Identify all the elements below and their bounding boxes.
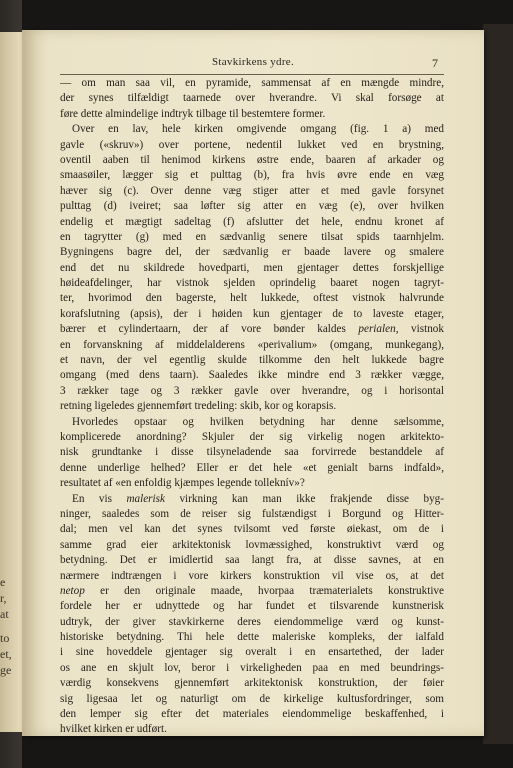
text-line: Bygningens bagre del, der sædvanlig er baade lavere og smalere	[60, 246, 444, 259]
text-line: nisk grundtanke i disse tilsyneladende saa forvirrede bestanddele af	[60, 446, 444, 459]
body-text	[60, 76, 444, 738]
text-line: resultatet af «en enfoldig kjæmpes legende tolleknív»?	[60, 477, 305, 490]
text-line: den lemper sig efter det materiales eiendommelige beskaffenhed, i	[60, 708, 444, 721]
text-line: hvilket kirken er udført.	[60, 723, 167, 736]
text-line: der synes tilfældigt taarnede over hverandre. Vi skal forsøge at	[60, 92, 444, 105]
text-line: pulttag (d) iveiret; saa løfter sig atter en væg (e), over hvilken	[60, 200, 444, 213]
facing-page-edge	[0, 32, 22, 732]
text-line: dal; men vel kan det synes tvilsomt ved første øiekast, om de i	[60, 523, 444, 536]
text-line: nærmere indtrængen i vore kirkers konstruktion vil vise os, at det	[60, 569, 444, 582]
page-header	[22, 56, 484, 72]
text-line: føre dette almindelige indtryk tilbage til bestemtere former.	[60, 107, 326, 120]
text-line: komplicerede anordning? Skjuler der sig virkelig nogen arkitekto-	[60, 430, 444, 443]
facing-page-fragment: at	[0, 607, 9, 621]
text-line: endelig et mægtigt sadeltag (f) afslutter det hele, endnu kronet af	[60, 215, 444, 228]
text-line: en forvanskning af middelalderens «perivalium» (omgang, munkegang),	[60, 338, 444, 351]
facing-page-fragment: r,	[0, 591, 7, 605]
text-line: i sine hoveddele gjentager sig overalt i en ensartethed, der lader	[60, 646, 444, 659]
text-line: samme grad eier arkitektonisk lovmæssighed, konstruktivt værd og	[60, 538, 444, 551]
text-line: værdig konsekvens gjennemført arkitektonisk konstruktion, der føier	[60, 677, 444, 690]
text-line: gavle («skruv») over portene, nedentil lukket ved en brystning,	[60, 138, 444, 151]
running-head: Stavkirkens ydre.	[211, 56, 295, 68]
text-line: betydning. Det er imidlertid saa langt fra, at disse savnes, at en	[60, 554, 444, 567]
page-number: 7	[432, 56, 438, 70]
text-line: omgang (med dens taarn). Saaledes ikke mindre end 3 rækker vægge,	[60, 369, 444, 382]
text-line: bærer et cylindertaarn, der af vore bønder kaldes perialen, vistnok	[60, 323, 444, 336]
book-page	[22, 30, 484, 736]
facing-page-fragment: ge	[0, 663, 12, 677]
facing-page-fragment: to	[0, 631, 10, 645]
header-rule	[60, 74, 444, 75]
text-line: netop er den originale maade, hvorpaa træmaterialets konstruktive	[60, 584, 444, 597]
text-line: et navn, der vel egentlig skulde tilkomme den helt lukkede bagre	[60, 354, 444, 367]
text-line: smaasøiler, lægger sig et pulttag (b), fra hvis øvre ende en væg	[60, 169, 444, 182]
text-line: end det nu skildrede hovedparti, men gjentager dettes forskjellige	[60, 261, 444, 274]
text-line: oventil aaben til henimod kirkens østre ende, baaren af arkader og	[60, 153, 444, 166]
text-line: ter, hvorimod den bagerste, helt lukkede, oftest vistnok halvrunde	[60, 292, 444, 305]
text-line: denne underlige helhed? Eller er det hele «et genialt barns indfald»,	[60, 461, 444, 474]
text-line: hæver sig (c). Over denne væg stiger atter et med gavle forsynet	[60, 184, 444, 197]
text-line: Over en lav, hele kirken omgivende omgang (fig. 1 a) med	[72, 123, 444, 136]
facing-page-fragment: e	[0, 575, 6, 589]
text-line: en tagrytter (g) med en sædvanlig senere tilsat spids taarnhjelm.	[60, 230, 444, 243]
text-line: høideafdelinger, har vistnok sjelden oprindelig baaret nogen tagryt-	[60, 277, 444, 290]
text-line: retning ligeledes gjennemført tredeling: skib, kor og korapsis.	[60, 400, 337, 413]
text-line: korafslutning (apsis), der i høiden kun gjentager de to laveste etager,	[60, 307, 444, 320]
text-line: fordele her er udnyttede og har fundet et tilsvarende kunstnerisk	[60, 600, 444, 613]
text-line: historiske betydning. Thi hele dette maleriske kompleks, der ialfald	[60, 631, 444, 644]
book-cover-edge	[483, 24, 513, 744]
text-line: ninger, saaledes som de reiser sig fulstændigst i Borgund og Hitter-	[60, 507, 444, 520]
text-line: En vis malerisk virkning kan man ikke frakjende disse byg-	[72, 492, 444, 505]
text-line: — om man saa vil, en pyramide, sammensat af en mængde mindre,	[60, 77, 444, 89]
text-line: sig ligesaa let og naturligt om de kirkelige kultusfordringer, som	[60, 692, 444, 705]
facing-page-fragment: et,	[0, 647, 12, 661]
text-line: Hvorledes opstaar og hvilken betydning har denne sælsomme,	[72, 415, 444, 428]
text-line: udtryk, der giver stavkirkerne deres eiendommelige værd og kunst-	[60, 615, 444, 628]
text-line: 3 rækker tage og 3 rækker gavle over hverandre, og i horisontal	[60, 384, 444, 397]
text-line: os ane en skjult lov, beror i virkeligheden paa en med beundrings-	[60, 661, 444, 674]
